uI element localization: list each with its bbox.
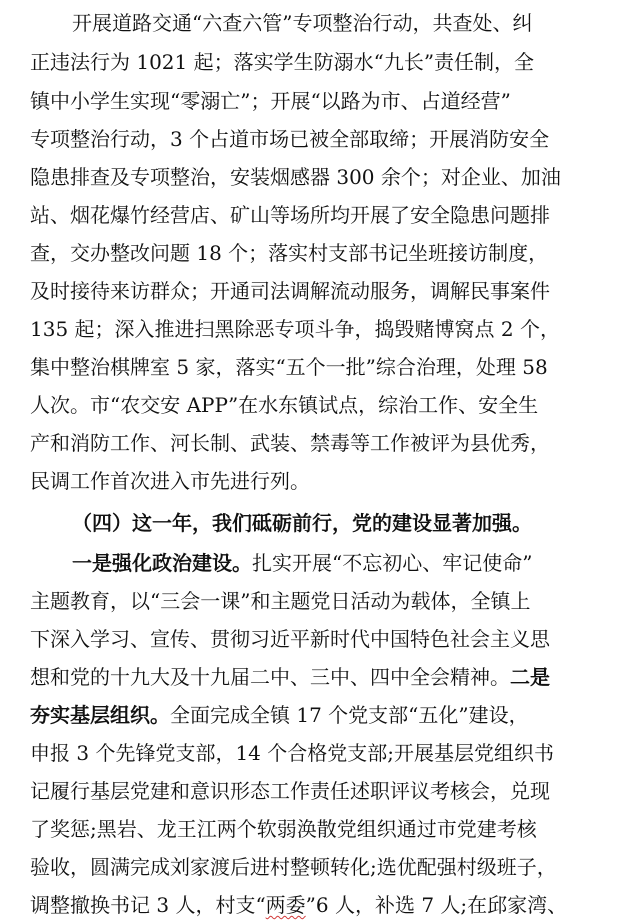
text-line (30, 696, 590, 734)
text-line: 隐患排查及专项整治，安装烟感器 300 余个；对企业、加油 (30, 165, 561, 189)
text-line: 申报 3 个先锋党支部，14 个合格党支部;开展基层党组织书 (30, 741, 554, 765)
emphasis-phrase: 夯实基层组织。 (30, 703, 170, 727)
text-line: 民调工作首次进入市先进行列。 (30, 469, 310, 493)
text-line (72, 544, 590, 582)
text-span: 全面完成全镇 17 个党支部“五化”建设， (170, 703, 529, 727)
text-line: 了奖惩;黑岩、龙王江两个软弱涣散党组织通过市党建考核 (30, 817, 537, 841)
text-line: 及时接待来访群众；开通司法调解流动服务，调解民事案件 (30, 279, 550, 303)
emphasis-phrase: 二是 (510, 665, 550, 689)
text-span: 扎实开展“不忘初心、牢记使命” (252, 551, 533, 575)
text-line: 记履行基层党建和意识形态工作责任述职评议考核会，兑现 (30, 779, 550, 803)
text-line: 开展道路交通“六查六管”专项整治行动，共查处、纠 (72, 11, 533, 35)
text-line: 集中整治棋牌室 5 家，落实“五个一批”综合治理，处理 58 (30, 355, 548, 379)
section-heading: （四）这一年，我们砥砺前行，党的建设显著加强。 (72, 511, 532, 535)
text-line: 产和消防工作、河长制、武装、禁毒等工作被评为县优秀， (30, 431, 550, 455)
text-line (30, 658, 590, 696)
text-line: 下深入学习、宣传、贯彻习近平新时代中国特色社会主义思 (30, 627, 550, 651)
text-line: 正违法行为 1021 起；落实学生防溺水“九长”责任制，全 (30, 50, 535, 74)
text-line: 135 起；深入推进扫黑除恶专项斗争，捣毁赌博窝点 2 个， (30, 317, 560, 341)
text-line: 查，交办整改问题 18 个；落实村支部书记坐班接访制度， (30, 241, 549, 265)
spellcheck-flagged-text: 两委 (265, 893, 306, 917)
text-line: 人次。市“农交安 APP”在水东镇试点，综治工作、安全生 (30, 393, 539, 417)
text-span: 想和党的十九大及十九届二中、三中、四中全会精神。 (30, 665, 510, 689)
text-span: ”6 人，补选 7 人;在邱家湾、 (305, 893, 568, 917)
text-line: 专项整治行动，3 个占道市场已被全部取缔；开展消防安全 (30, 127, 550, 151)
text-line: 站、烟花爆竹经营店、矿山等场所均开展了安全隐患问题排 (30, 203, 550, 227)
text-line: 验收，圆满完成刘家渡后进村整顿转化;选优配强村级班子， (30, 855, 557, 879)
emphasis-phrase: 一是强化政治建设。 (72, 551, 252, 575)
text-line: 镇中小学生实现“零溺亡”；开展“以路为市、占道经营” (30, 89, 511, 113)
text-line: 主题教育，以“三会一课”和主题党日活动为载体，全镇上 (30, 589, 531, 613)
text-line (30, 886, 590, 924)
text-span: 调整撤换书记 3 人，村支“ (30, 893, 266, 917)
